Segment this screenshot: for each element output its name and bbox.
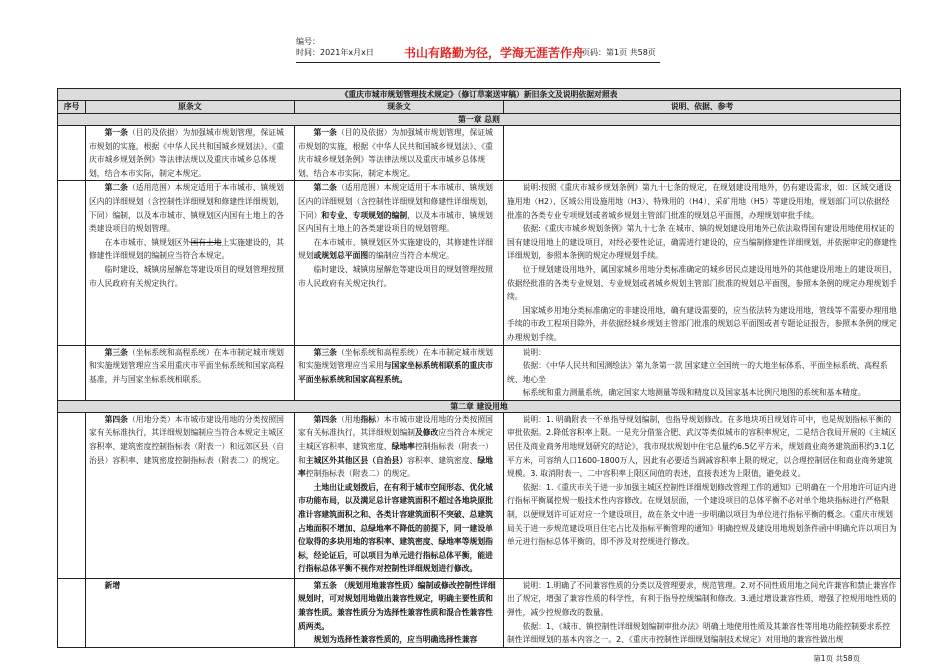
article-text: ，以及本市城市、镇规划区内国有土地上的各类建设项目的规划管理。 xyxy=(298,210,493,234)
added-text: 绿地率 xyxy=(391,442,415,452)
note-text: 依据：1、《城市、镇控制性详细规划编制审批办法》明确土地使用性质及其兼容性等用地功能控制要求系控制性详细规划的基本内容之一。2、《重庆市控制性详细规划编制技术规定》对用地的兼容性做出规 xyxy=(507,621,891,645)
header-meta xyxy=(296,36,374,58)
chapter-row xyxy=(58,114,901,126)
article-label: 第四条 xyxy=(313,414,337,424)
article-text: 临时建设、城镇房屋解危等建设项目的规划管理按照市人民政府有关规定执行。 xyxy=(89,264,284,288)
added-text: 和专业、专项规划的编制 xyxy=(321,210,408,220)
article-text: （用地 xyxy=(336,414,361,424)
notes-cell xyxy=(504,126,901,181)
header-motto: 书山有路勤为径，学海无涯苦作舟 xyxy=(404,46,585,60)
article-text: 的编制应当符合本规定。 xyxy=(368,251,454,261)
table-row xyxy=(58,412,901,578)
original-text-cell xyxy=(86,126,295,181)
article-text: 在本市城市、镇规划区外 xyxy=(104,237,191,247)
doc-number-label: 编号： xyxy=(296,37,320,46)
added-text: 及修改 xyxy=(414,428,439,438)
table-row xyxy=(58,126,901,181)
article-label: 第三条 xyxy=(104,347,128,357)
deleted-text: 国有土地 xyxy=(190,237,222,247)
chapter-title: 第二章 建设用地 xyxy=(58,400,901,412)
time-label: 时间：2021年x月x日 xyxy=(296,48,374,57)
note-text: 说明:按照《重庆市城乡规划条例》第九十七条的规定，在规划建设用地外，仍有建设需求，如：区域交通设施用地（H2）、区域公用设施用地（H3）、特殊用的（H4）、采矿用地（H5）等建设用地，规划部门可以依据经批准的各类专业专项规划或者城乡规划主管部门批准的规划总平面图，办理规划审批手续。 xyxy=(507,183,892,220)
column-header-row xyxy=(58,101,901,114)
note-text: 依据：《中华人民共和国测绘法》第九条第一款 国家建立全国统一的大地坐标体系、平面坐标系统、高程系统、地心坐 xyxy=(507,361,888,384)
table-row xyxy=(58,345,901,400)
added-text: 与国家坐标系统相联系的重庆市平面坐标系统和国家高程系统。 xyxy=(298,361,493,384)
article-text: 上实施建设的，其修建性详细规划的编制应当符合本规定。 xyxy=(89,237,284,261)
article-label: 第四条 xyxy=(104,414,128,424)
page-footer: 第1页 共58页 xyxy=(813,654,860,663)
notes-cell xyxy=(504,345,901,400)
col-header-original: 原条文 xyxy=(86,101,295,114)
note-text: 说明：1. 明确附表一不单指导规划编制，也指导规划修改。在多地块项目规划许可中，也是规划指标平衡的审批依据。2.降低容积率上限。一是充分借鉴合肥、武汉等类似城市的容积率规定，二是结合我局开展的《主城区居住及商业商务用地规划研究的结论》，我市现状规划中住宅总量约6.5亿平方米，规划商业商务建筑面积约3.1亿平方米，可容纳人口1600-1800万人，因此有必要适当调减容积率上限的规定，以合理控制居住和商业商务建筑规模。3. 取消附表一、二中容积率上限区间值的表述，直接表述为上限值，避免歧义。 xyxy=(507,414,897,479)
notes-cell xyxy=(504,412,901,578)
header-rule xyxy=(296,62,660,63)
article-text: ）本市城市建设用地的分类按照国家有关标准执行，其详细规划编制 xyxy=(298,414,493,438)
original-text-cell xyxy=(86,345,295,400)
article-label: 第一条 xyxy=(104,128,128,137)
added-text: 指标 xyxy=(360,414,376,424)
article-label: 第一条 xyxy=(313,128,337,137)
note-text: 位于规划建设用地外，属国家城乡用地分类标准确定的城乡居民点建设用地外的其他建设用地上的建设项目，依据经批准的各类专业规划、专业规划或者城乡规划主管部门批准的规划总平面图，参照本条例的规定办理规划手续。 xyxy=(507,264,897,302)
current-text-cell xyxy=(295,412,504,578)
header-page-info: 页码：第1页 共58页 xyxy=(582,48,656,57)
new-article-marker: 新增 xyxy=(104,580,121,590)
table-title-row xyxy=(58,89,901,101)
added-text: 第五条 （规划用地兼容性质）编制或修改控制性详细规划时，可对规划用地做出兼容性规定，明确主要性质和兼容性质。兼容性质分为选择性兼容性质和混合性兼容性质两类。 xyxy=(298,580,496,631)
col-header-current: 现条文 xyxy=(295,101,504,114)
added-text: 规划为选择性兼容性质的，应当明确选择性兼容 xyxy=(313,635,478,645)
page-header xyxy=(0,0,950,62)
article-text: （坐标系统和高程系统）在本市制定城市规划和实施规划管理应当采用 xyxy=(298,347,493,371)
current-text-cell xyxy=(295,578,504,647)
row-number xyxy=(58,345,86,400)
added-text: 绿地率 xyxy=(298,455,493,479)
table-row xyxy=(58,578,901,647)
article-text: （坐标系统和高程系统）在本市制定城市规划和实施规划管理应当采用重庆市平面坐标系统和国家高程基准，并与国家坐标系统相联系。 xyxy=(89,347,284,384)
added-text: 土地出让或划拨后，在有利于城市空间形态、优化城市功能布局，以及满足总计容建筑面积不超过各地块原批准计容建筑面积之和、各类计容建筑面积不突破、总建筑占地面积不增加、总绿地率不降低的前提下，同一建设单位取得的多块用地的容积率、建筑密度、绿地率等规划指标，经论证后，可以项目为单元进行指标总体平衡，能进行指标总体平衡不视作对控制性详细规划进行修改。 xyxy=(298,482,493,574)
article-text: 控制指标表（附表二）的规定。 xyxy=(305,469,415,479)
original-text-cell xyxy=(86,181,295,345)
note-text: 依据:《重庆市城乡规划条例》第九十七条 在城市、镇的规划建设用地外已依法取得国有建设用地使用权证的国有建设用地上的建设项目，对经必要性论证，确需进行建设的，应当编制修建性详细规划，并依据审定的修建性详细规划，参照本条例的规定办理规划手续。 xyxy=(507,224,897,261)
article-text: （适用范围）本规定适用于本市城市、镇规划区内的详细规划（含控制性详细规划和修建性详细规划，下同） xyxy=(298,183,493,220)
added-text: 或规划总平面图 xyxy=(313,251,369,261)
table-title: 《重庆市城市规划管理技术规定》（修订草案送审稿）新旧条文及说明依据对照表 xyxy=(58,89,901,101)
article-text: 应当符合本规定主城区容积率、建筑密度、 xyxy=(298,428,493,452)
row-number xyxy=(58,126,86,181)
added-text: 主城区外其他区县（自治县） xyxy=(305,455,408,465)
article-text: （目的及依据）为加强城市规划管理，保证城市规划的实施，根据《中华人民共和国城乡规划法》、《重庆市城乡规划条例》等法律法规以及重庆市城乡总体规划，结合本市实际，制定本规定。 xyxy=(298,128,493,178)
article-text: 在本市城市、镇规划区外实施建设的，其修建性详细规划 xyxy=(298,237,493,261)
note-text: 国家城乡用地分类标准确定的非建设用地，确有建设需要的，应当依法转为建设用地，管线等不需要办理用地手续的市政工程项目除外，并依据经城乡规划主管部门批准的规划总平面图或者专题论证报告，参照本条例的规定办理规划手续。 xyxy=(507,305,897,342)
article-text: 容积率、建筑密度、 xyxy=(407,455,478,465)
table-row xyxy=(58,181,901,345)
article-text: 临时建设、城镇房屋解危等建设项目的规划管理按照市人民政府有关规定执行。 xyxy=(298,264,493,288)
current-text-cell xyxy=(295,181,504,345)
note-text: 说明： xyxy=(522,347,546,357)
row-number xyxy=(58,181,86,345)
comparison-table xyxy=(57,88,901,648)
chapter-row xyxy=(58,400,901,412)
article-label: 第二条 xyxy=(104,183,128,193)
original-text-cell xyxy=(86,412,295,578)
notes-cell xyxy=(504,578,901,647)
chapter-title: 第一章 总则 xyxy=(58,114,901,126)
current-text-cell xyxy=(295,126,504,181)
note-text: 标系统和重力测量系统，确定国家大地测量等级和精度以及国家基本比例尺地图的系统和基本精度。 xyxy=(522,388,866,398)
original-text-cell xyxy=(86,578,295,647)
note-text: 说明：1.明确了不同兼容性质的分类以及管理要求，规范管理。2.对不同性质用地之间允许兼容和禁止兼容作出了规定，增强了兼容性质的科学性，有利于指导控规编制和修改。3.通过增设兼容性质，增强了控规用地性质的弹性，减少控规修改的数量。 xyxy=(507,580,897,618)
article-label: 第二条 xyxy=(313,183,337,193)
article-text: 控制指标表（附表一）和 xyxy=(298,442,493,465)
col-header-notes: 说明、依据、参考 xyxy=(504,101,901,114)
article-text: （目的及依据）为加强城市规划管理，保证城市规划的实施，根据《中华人民共和国城乡规划法》、《重庆市城乡规划条例》等法律法规以及重庆市城乡总体规划，结合本市实际，制定本规定。 xyxy=(89,128,284,178)
article-label: 第三条 xyxy=(313,347,337,357)
row-number xyxy=(58,412,86,578)
notes-cell xyxy=(504,181,901,345)
current-text-cell xyxy=(295,345,504,400)
article-text: （适用范围）本规定适用于本市城市、镇规划区内的详细规划（含控制性详细规划和修建性详细规划，下同）编制，以及本市城市、镇规划区内国有土地上的各类建设项目的规划管理。 xyxy=(89,183,284,234)
note-text: 依据：1.《重庆市关于进一步加强主城区控制性详细规划修改管理工作的通知》已明确在一个用地许可证内进行指标平衡属控规一般技术性内容修改。在规划层面，一个建设项目的总体平衡不必对单个地块指标进行严格限制，以便规划许可证对应一个建设项目，故在条文中进一步明确以项目为单位进行指标平衡的概念。《重庆市规划局关于进一步规范建设项目住宅占比及指标平衡管理的通知》明确控规及建设用地规划条件函中明确允许以项目为单元进行指标总体平衡的，即不涉及对控规进行修改。 xyxy=(507,482,897,547)
article-text: （用地分类）本市城市建设用地的分类按照国家有关标准执行，其详细规划编制应当符合本规定主城区容积率、建筑密度控制指标表（附表一）和远郊区县（自治县）容积率、建筑密度控制指标表（附表二）的规定。 xyxy=(89,414,284,465)
row-number xyxy=(58,578,86,647)
col-header-number: 序号 xyxy=(58,101,86,114)
